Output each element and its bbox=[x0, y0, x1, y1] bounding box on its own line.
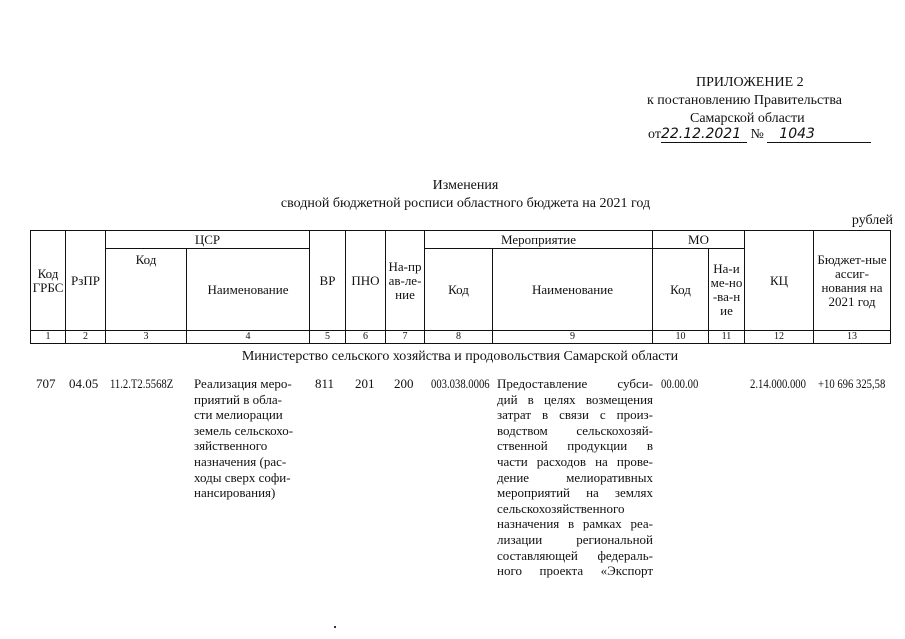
handwritten-number: 1043 bbox=[767, 126, 871, 143]
header-csr-name: Наименование bbox=[187, 249, 310, 331]
header-csr-kod: Код bbox=[106, 249, 187, 331]
text-line: назначения (рас- bbox=[194, 453, 287, 469]
text-line: мероприятий на землях bbox=[497, 485, 653, 501]
header-mo: МО bbox=[653, 231, 745, 249]
header-kc: КЦ bbox=[745, 231, 814, 331]
cell-pno: 201 bbox=[355, 376, 375, 391]
text-line: Предоставление субси- bbox=[497, 376, 653, 391]
header-mo-kod: Код bbox=[653, 249, 709, 331]
text-line: лизации региональной bbox=[497, 531, 653, 547]
header-vr: ВР bbox=[310, 231, 346, 331]
column-number: 3 bbox=[106, 331, 187, 344]
column-number: 13 bbox=[814, 331, 891, 344]
cell-mer-name bbox=[497, 376, 653, 579]
header-budget: Бюджет-ные ассиг-нования на 2021 год bbox=[814, 231, 891, 331]
column-number-row bbox=[31, 331, 891, 344]
ministry-heading: Министерство сельского хозяйства и продовольствия Самарской области bbox=[241, 349, 679, 364]
header-rzpr: РзПР bbox=[66, 231, 106, 331]
currency-unit: рублей bbox=[851, 213, 893, 228]
text-line: нансирования) bbox=[194, 485, 276, 501]
document-title: Изменения bbox=[432, 178, 499, 193]
header-napravlenie: На-прав-ле-ние bbox=[386, 231, 425, 331]
text-line: Реализация меро- bbox=[194, 376, 292, 391]
text-line: земель сельскохо- bbox=[194, 422, 294, 438]
appendix-title: ПРИЛОЖЕНИЕ 2 bbox=[696, 75, 804, 90]
text-line: водством сельскохозяй- bbox=[497, 422, 653, 438]
header-csr: ЦСР bbox=[106, 231, 310, 249]
cell-amount: +10 696 325,58 bbox=[818, 376, 886, 391]
column-number: 12 bbox=[745, 331, 814, 344]
column-number: 4 bbox=[187, 331, 310, 344]
cell-csr-code: 11.2.T2.5568Z bbox=[110, 376, 174, 391]
column-number: 2 bbox=[66, 331, 106, 344]
text-line: ственной продукции в bbox=[497, 438, 653, 454]
text-line: сельскохозяйственного bbox=[497, 500, 625, 516]
cell-mer-code: 003.038.0006 bbox=[431, 376, 490, 391]
header-kod-grbs: Код ГРБС bbox=[31, 231, 66, 331]
date-prefix: от bbox=[648, 127, 661, 142]
budget-changes-table bbox=[30, 230, 891, 344]
column-number: 6 bbox=[346, 331, 386, 344]
header-meropriyatie: Мероприятие bbox=[425, 231, 653, 249]
header-pno: ПНО bbox=[346, 231, 386, 331]
text-line: дий в целях возмещения bbox=[497, 391, 653, 407]
header-mer-name: Наименование bbox=[493, 249, 653, 331]
text-line: назначения в рамках реа- bbox=[497, 516, 653, 532]
column-number: 11 bbox=[709, 331, 745, 344]
column-number: 10 bbox=[653, 331, 709, 344]
text-line: части расходов на прове- bbox=[497, 453, 653, 469]
cell-rzpr: 04.05 bbox=[69, 376, 99, 391]
cell-csr-name bbox=[194, 376, 306, 501]
column-number: 7 bbox=[386, 331, 425, 344]
text-line: ного проекта «Экспорт bbox=[497, 563, 653, 579]
appendix-region-line: Самарской области bbox=[690, 111, 805, 126]
number-prefix: № bbox=[750, 127, 764, 142]
document-subtitle: сводной бюджетной росписи областного бюджета на 2021 год bbox=[280, 196, 651, 211]
cell-vr: 811 bbox=[315, 376, 335, 391]
text-line: дение мелиоративных bbox=[497, 469, 653, 485]
text-line: составляющей федераль- bbox=[497, 547, 653, 563]
column-number: 8 bbox=[425, 331, 493, 344]
cell-napravlenie: 200 bbox=[394, 376, 414, 391]
cell-kc: 2.14.000.000 bbox=[750, 376, 806, 391]
header-mer-kod: Код bbox=[425, 249, 493, 331]
cell-grbs: 707 bbox=[36, 376, 56, 391]
column-number: 9 bbox=[493, 331, 653, 344]
scan-speck bbox=[334, 626, 336, 628]
appendix-date-number-line bbox=[648, 126, 871, 144]
handwritten-date: 22.12.2021 bbox=[661, 126, 747, 143]
column-number: 5 bbox=[310, 331, 346, 344]
header-row-1 bbox=[31, 231, 891, 249]
text-line: затрат в связи с произ- bbox=[497, 407, 653, 423]
cell-mo-code: 00.00.00 bbox=[661, 376, 699, 391]
appendix-decree-line: к постановлению Правительства bbox=[647, 93, 843, 108]
column-number: 1 bbox=[31, 331, 66, 344]
text-line: зяйственного bbox=[194, 438, 268, 454]
header-mo-name: На-име-но-ва-ние bbox=[709, 249, 745, 331]
text-line: ходы сверх софи- bbox=[194, 469, 291, 485]
text-line: сти мелиорации bbox=[194, 407, 283, 423]
text-line: приятий в обла- bbox=[194, 391, 283, 407]
